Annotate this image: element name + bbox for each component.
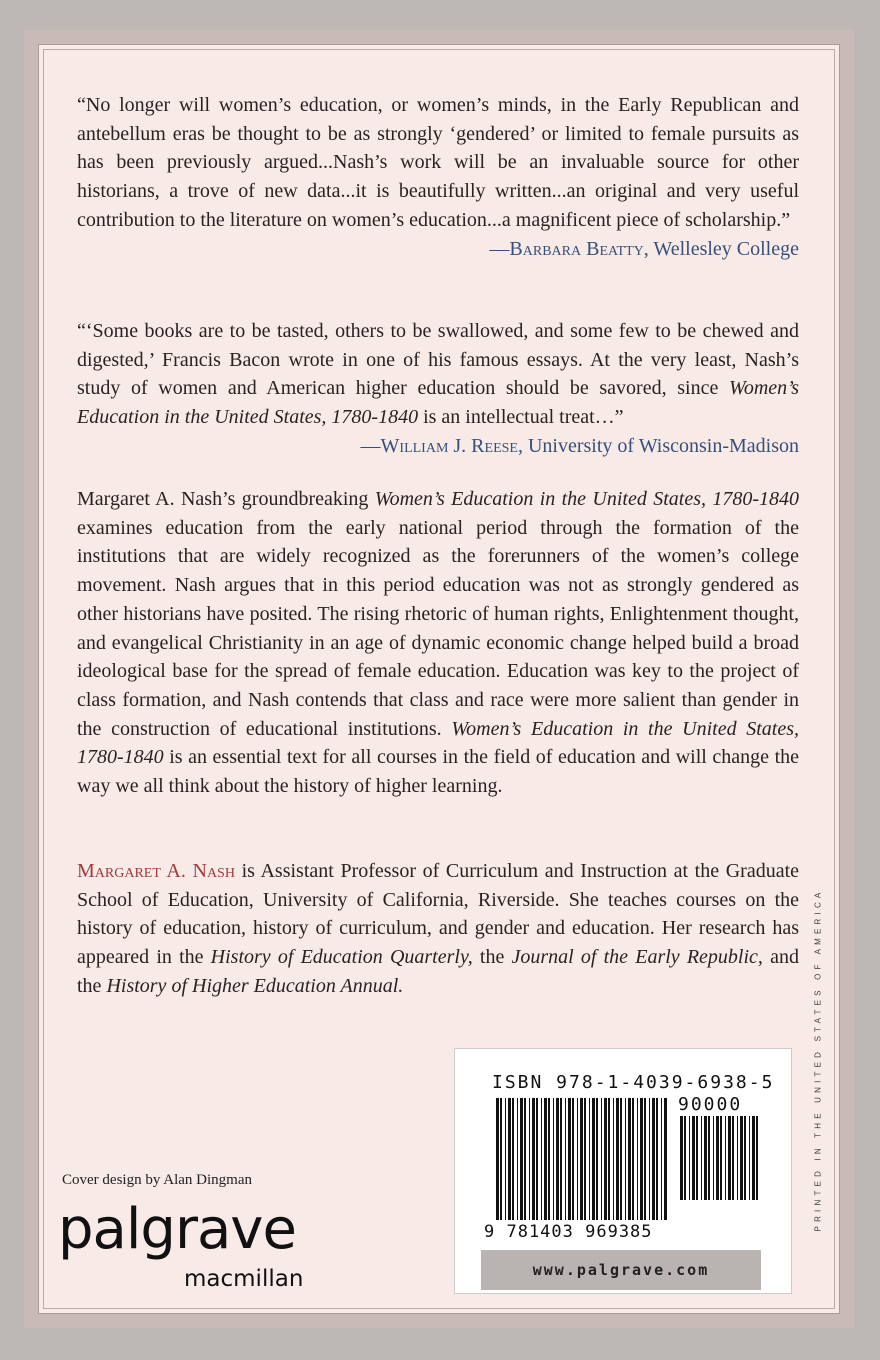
barcode-bar — [584, 1098, 586, 1220]
quote-reese-affiliation: University of Wisconsin-Madison — [527, 434, 799, 457]
barcode-bar — [708, 1116, 710, 1200]
barcode-bar — [637, 1098, 638, 1220]
barcode-bar — [568, 1098, 571, 1220]
barcode-bar — [505, 1098, 506, 1220]
barcode-bar — [704, 1116, 707, 1200]
barcode-bar — [601, 1098, 602, 1220]
bio-author-name: Margaret A. Nash — [77, 860, 235, 882]
barcode-bar — [732, 1116, 734, 1200]
barcode-bar — [689, 1116, 690, 1200]
quote-reese-attribution: —William J. Reese, University of Wisconsin-Madison — [360, 434, 799, 457]
description-title-1: Women’s Education in the United States, 1780-1840 — [374, 488, 800, 510]
quote-beatty-text: “No longer will women’s education, or women’s minds, in the Early Republican and antebellum eras be thought to be as strongly ‘gendered’ or limited to female pursuits as has been previously argued...Nash’s work will be an invaluable source for other historians, a trove of new data...it is beautifully written...an original and very useful contribution to the literature on women’s education...a magnificent piece of scholarship.” — [77, 94, 799, 231]
barcode-bar — [553, 1098, 554, 1220]
printed-in-usa-text: PRINTED IN THE UNITED STATES OF AMERICA — [813, 888, 823, 1232]
barcode-bar — [592, 1098, 595, 1220]
barcode-bar — [680, 1116, 683, 1200]
barcode-bar — [752, 1116, 755, 1200]
barcode-bar — [577, 1098, 578, 1220]
bio-journal-1: History of Education Quarterly, — [210, 946, 473, 969]
barcode-bar — [720, 1116, 722, 1200]
bio-journal-2: Journal of the Early Republic, — [511, 946, 763, 969]
barcode-bar — [616, 1098, 619, 1220]
barcode-bar — [716, 1116, 719, 1200]
barcode-bar — [548, 1098, 550, 1220]
barcode-bar — [749, 1116, 750, 1200]
barcode-digits: 9 781403 969385 — [484, 1222, 653, 1242]
isbn-barcode — [496, 1098, 667, 1220]
barcode-bar — [740, 1116, 743, 1200]
barcode-bar — [544, 1098, 547, 1220]
barcode-bar — [625, 1098, 626, 1220]
barcode-bar — [692, 1116, 695, 1200]
barcode-bar — [661, 1098, 662, 1220]
bio-text-2: the — [479, 946, 505, 969]
barcode-bar — [756, 1116, 758, 1200]
bio-text-3: and the — [77, 946, 799, 997]
barcode-bar — [529, 1098, 530, 1220]
quote-beatty-affiliation: Wellesley College — [653, 237, 799, 260]
barcode-bar — [604, 1098, 607, 1220]
barcode-bar — [560, 1098, 562, 1220]
website-bar — [481, 1250, 761, 1290]
description-text-1: Margaret A. Nash’s groundbreaking — [77, 488, 369, 510]
description-text-2: examines education from the early national period through the formation of the institutions that are widely recognized as the forerunners of the women’s college movement. Nash argues that in this period education was not as strongly gendered as other historians have posited. The rising rhetoric of human rights, Enlightenment thought, and evangelical Christianity in an age of dynamic economic change helped build a broad ideological base for the spread of female education. Education was key to the project of class formation, and Nash contends that class and race were more salient than gender in the construction of educational institutions. — [77, 516, 799, 740]
price-code: 90000 — [678, 1094, 743, 1115]
barcode-bar — [520, 1098, 523, 1220]
barcode-bar — [696, 1116, 698, 1200]
barcode-bar — [496, 1098, 499, 1220]
quote-beatty-author: —Barbara Beatty — [489, 237, 644, 260]
publisher-logo-macmillan: macmillan — [184, 1266, 304, 1292]
barcode-bar — [684, 1116, 686, 1200]
barcode-bar — [744, 1116, 746, 1200]
cover-design-credit: Cover design by Alan Dingman — [62, 1172, 252, 1188]
barcode-bar — [517, 1098, 518, 1220]
barcode-bar — [608, 1098, 610, 1220]
barcode-bar — [508, 1098, 511, 1220]
barcode-bar — [725, 1116, 726, 1200]
barcode-bar — [589, 1098, 590, 1220]
barcode-bar — [620, 1098, 622, 1220]
isbn-text: ISBN 978-1-4039-6938-5 — [492, 1072, 775, 1093]
barcode-bar — [628, 1098, 631, 1220]
barcode-bar — [649, 1098, 650, 1220]
barcode-bar — [565, 1098, 566, 1220]
bio-journal-3: History of Higher Education Annual. — [106, 974, 404, 997]
barcode-bar — [728, 1116, 731, 1200]
quote-reese-title: Women’s Education in the United States, 1780-1840 — [77, 377, 800, 429]
barcode-bar — [664, 1098, 667, 1220]
barcode-bar — [632, 1098, 634, 1220]
barcode-bar — [536, 1098, 538, 1220]
barcode-bar — [644, 1098, 646, 1220]
description-text-3: is an essential text for all courses in the field of education and will change the way we all think about the history of higher learning. — [77, 746, 800, 798]
publisher-logo-palgrave: palgrave — [58, 1197, 296, 1262]
quote-reese-text-b: is an intellectual treat…” — [423, 406, 624, 429]
barcode-bar — [713, 1116, 714, 1200]
bio-text-1: is Assistant Professor of Curriculum and Instruction at the Graduate School of Education, University of California, Riverside. She teaches courses on the history of education, history of curriculum, and gender and education. Her research has appeared in the — [77, 860, 800, 969]
barcode-bar — [580, 1098, 583, 1220]
barcode-bar — [701, 1116, 702, 1200]
description-title-2: Women’s Education in the United States, 1780-1840 — [77, 717, 800, 769]
barcode-bar — [524, 1098, 526, 1220]
barcode-bar — [532, 1098, 535, 1220]
quote-beatty-attribution: —Barbara Beatty, Wellesley College — [489, 237, 799, 260]
barcode-bar — [640, 1098, 643, 1220]
barcode-bar — [613, 1098, 614, 1220]
barcode-bar — [512, 1098, 514, 1220]
barcode-bar — [556, 1098, 559, 1220]
barcode-bar — [737, 1116, 738, 1200]
barcode-bar — [652, 1098, 655, 1220]
barcode-bar — [572, 1098, 574, 1220]
quote-reese-author: —William J. Reese — [360, 434, 518, 457]
barcode-bar — [656, 1098, 658, 1220]
barcode-bar — [596, 1098, 598, 1220]
barcode-bar — [541, 1098, 542, 1220]
website-url: www.palgrave.com — [532, 1261, 710, 1279]
quote-reese-text-a: “‘Some books are to be tasted, others to be swallowed, and some few to be chewed and digested,’ Francis Bacon wrote in one of his famous essays. At the very least, Nash’s study of women and American higher education should be savored, since — [77, 320, 799, 400]
barcode-bar — [500, 1098, 502, 1220]
price-barcode — [680, 1116, 758, 1200]
